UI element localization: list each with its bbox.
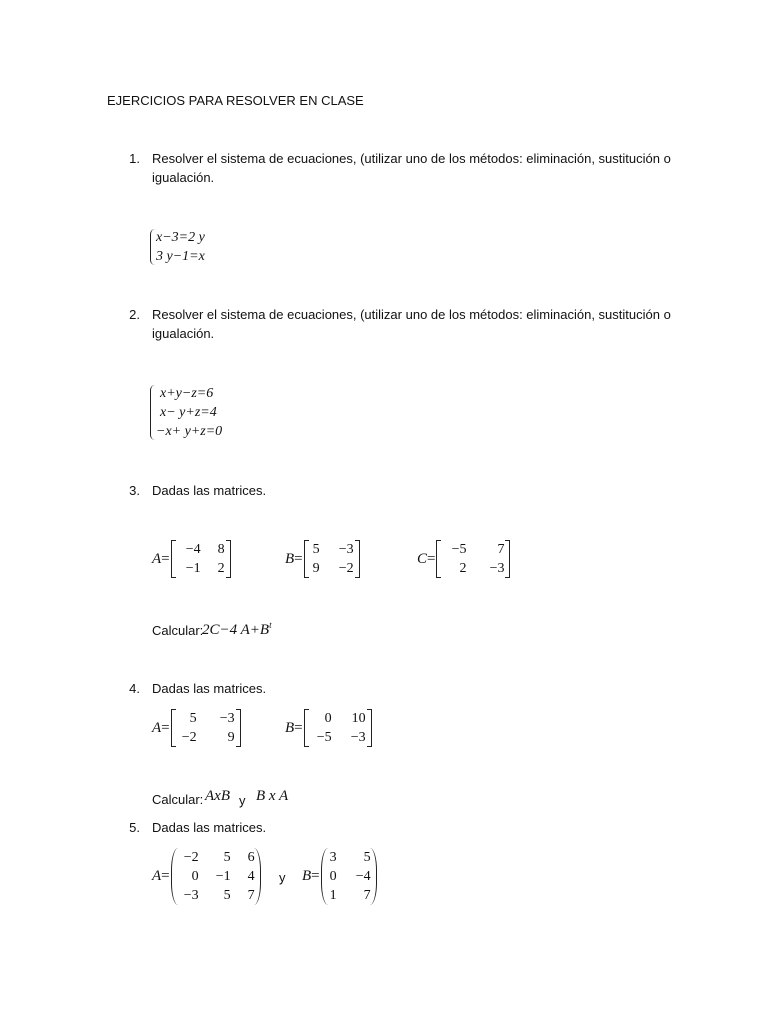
exercise-3-calc-label: Calcular: — [152, 623, 204, 638]
exercise-4-number: 4. — [129, 681, 140, 696]
exercise-3-number: 3. — [129, 483, 140, 498]
exercise-2-text-line1: Resolver el sistema de ecuaciones, (utilizar uno de los métodos: eliminación, sustitución o — [152, 307, 671, 322]
exercise-4-calc-label: Calcular: — [152, 792, 204, 807]
matrix-cell: 7 — [247, 888, 255, 903]
matrix-cell: 5 — [223, 888, 231, 903]
matrix-cell: −3 — [338, 542, 354, 557]
matrix-cell: −4 — [355, 869, 371, 884]
matrix-cell: 5 — [363, 850, 371, 865]
matrix-cell: 3 — [329, 850, 337, 865]
equation: x−3=2 y — [156, 230, 205, 245]
matrix-cell: −5 — [316, 730, 332, 745]
matrix-cell: 2 — [459, 561, 467, 576]
matrix-cell: 9 — [227, 730, 235, 745]
matrix-cell: 0 — [324, 711, 332, 726]
exercise-3-calc-expression: 2C−4 $A+B^t$ — [202, 620, 272, 638]
equation: x− y+z=4 — [160, 405, 217, 420]
matrix-body — [304, 709, 372, 747]
matrix-a — [152, 709, 241, 747]
matrix-cell: 0 — [191, 869, 199, 884]
matrix-body — [304, 540, 360, 578]
exercise-5-number: 5. — [129, 820, 140, 835]
matrix-cell: −2 — [183, 850, 199, 865]
matrix-cell: 10 — [351, 711, 366, 726]
brace — [150, 385, 157, 440]
matrix-cell: −3 — [489, 561, 505, 576]
matrix-cell: −5 — [451, 542, 467, 557]
matrix-b — [285, 540, 360, 578]
exercise-4-intro: Dadas las matrices. — [152, 681, 267, 696]
matrix-cell: 6 — [247, 850, 255, 865]
matrix-cell: 7 — [497, 542, 505, 557]
matrix-label: C= — [417, 550, 436, 567]
exercise-2-text-line2: igualación. — [152, 326, 215, 341]
matrix-cell: −3 — [350, 730, 366, 745]
matrix-label: A= — [152, 550, 170, 567]
matrix-cell: 1 — [329, 888, 337, 903]
exercise-2-equation-system — [150, 384, 222, 441]
matrix-b — [285, 709, 372, 747]
matrix-body — [321, 848, 377, 905]
matrix-a — [152, 848, 261, 905]
matrix-cell: 2 — [217, 561, 225, 576]
exercise-4-calc-expression-2: B x A — [256, 788, 289, 804]
matrix-cell: 9 — [312, 561, 320, 576]
matrix-cell: −1 — [185, 561, 201, 576]
matrix-cell: −1 — [215, 869, 231, 884]
matrix-label: A= — [152, 868, 170, 884]
exercise-5-conjunction: y — [279, 870, 286, 885]
matrix-cell: 5 — [189, 711, 197, 726]
brace — [150, 229, 157, 265]
equation: x+y−z=6 — [160, 386, 214, 401]
matrix-cell: 8 — [217, 542, 225, 557]
exercise-1-number: 1. — [129, 151, 140, 166]
matrix-cell: 0 — [329, 869, 337, 884]
page-title: EJERCICIOS PARA RESOLVER EN CLASE — [107, 93, 364, 108]
equation: −x+ y+z=0 — [156, 424, 223, 439]
exercise-1-text-line1: Resolver el sistema de ecuaciones, (utilizar uno de los métodos: eliminación, sustitución o — [152, 151, 671, 166]
matrix-cell: 4 — [247, 869, 255, 884]
matrix-cell: 5 — [312, 542, 320, 557]
matrix-label: B= — [285, 550, 303, 567]
matrix-body — [171, 848, 261, 905]
matrix-label: B= — [302, 868, 320, 884]
matrix-body — [171, 540, 231, 578]
exercise-4-calc-expression-1: AxB — [205, 788, 230, 804]
matrix-cell: 5 — [223, 850, 231, 865]
exercise-2-number: 2. — [129, 307, 140, 322]
matrix-cell: −2 — [181, 730, 197, 745]
matrix-cell: −3 — [183, 888, 199, 903]
matrix-cell: 7 — [363, 888, 371, 903]
exercise-1-text-line2: igualación. — [152, 170, 215, 185]
matrix-body — [171, 709, 241, 747]
exercise-3-intro: Dadas las matrices. — [152, 483, 267, 498]
matrix-label: B= — [285, 719, 303, 736]
matrix-cell: −4 — [185, 542, 201, 557]
matrix-c — [417, 540, 510, 578]
exercise-5-intro: Dadas las matrices. — [152, 820, 267, 835]
matrix-b — [302, 848, 377, 905]
matrix-label: A= — [152, 719, 170, 736]
matrix-a — [152, 540, 231, 578]
equation: 3 y−1=x — [156, 249, 205, 264]
matrix-cell: −3 — [219, 711, 235, 726]
exercise-4-conjunction: y — [239, 793, 246, 808]
matrix-body — [436, 540, 510, 578]
exercise-1-equation-system — [150, 228, 205, 266]
matrix-cell: −2 — [338, 561, 354, 576]
